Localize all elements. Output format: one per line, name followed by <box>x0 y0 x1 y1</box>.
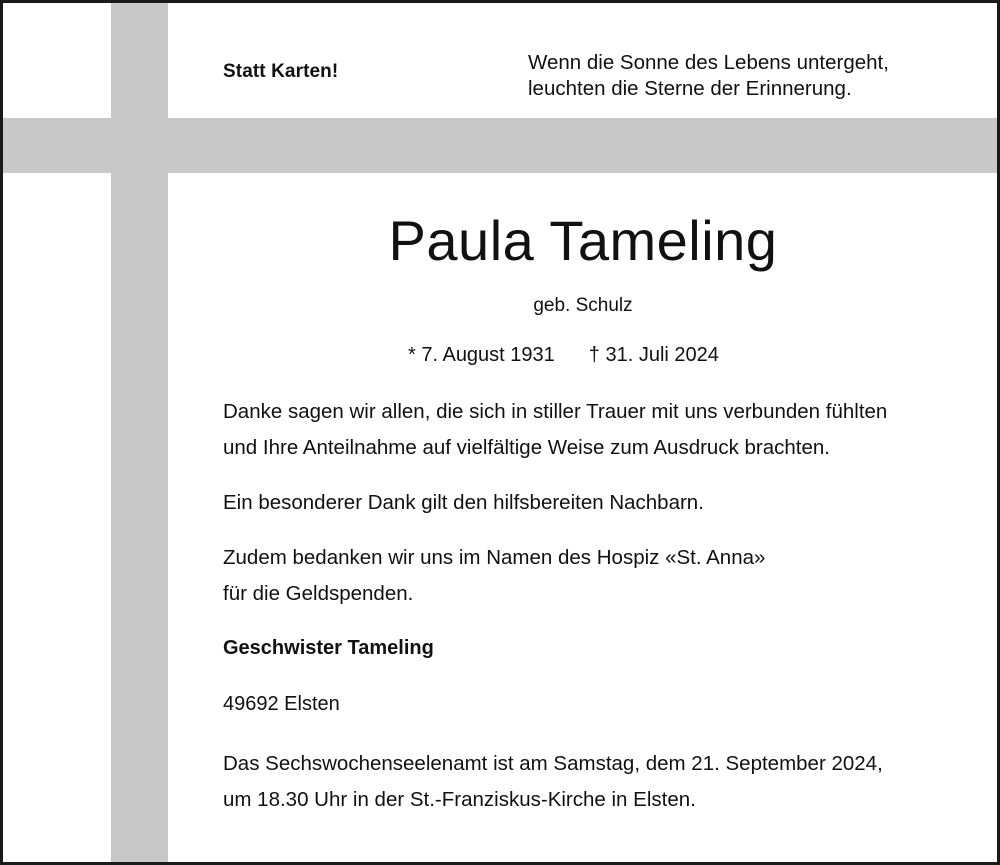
neighbors-line: Ein besonderer Dank gilt den hilfsbereiten Nachbarn. <box>223 491 704 514</box>
thanks-paragraph <box>223 394 887 466</box>
death-date: † 31. Juli 2024 <box>588 344 719 366</box>
thanks-line-2: und Ihre Anteilnahme auf vielfältige Weise zum Ausdruck brachten. <box>223 436 830 459</box>
hospice-paragraph <box>223 540 765 612</box>
place-line: 49692 Elsten <box>223 693 340 715</box>
statt-karten-label: Statt Karten! <box>223 61 339 82</box>
family-signature: Geschwister Tameling <box>223 637 434 659</box>
service-line-2: um 18.30 Uhr in der St.-Franziskus-Kirche in Elsten. <box>223 788 696 811</box>
life-dates <box>408 344 719 367</box>
thanks-line-1: Danke sagen wir allen, die sich in stiller Trauer mit uns verbunden fühlten <box>223 400 888 423</box>
service-line-1: Das Sechswochenseelenamt ist am Samstag, dem 21. September 2024, <box>223 752 883 775</box>
motto-line-1: Wenn die Sonne des Lebens untergeht, <box>528 51 889 74</box>
hospice-line-2: für die Geldspenden. <box>223 582 414 605</box>
neighbors-paragraph <box>223 485 704 521</box>
maiden-name: geb. Schulz <box>533 295 633 316</box>
deceased-name: Paula Tameling <box>388 209 778 272</box>
hospice-line-1: Zudem bedanken wir uns im Namen des Hospiz «St. Anna» <box>223 546 766 569</box>
motto-quote <box>528 50 889 102</box>
service-paragraph <box>223 746 883 818</box>
motto-line-2: leuchten die Sterne der Erinnerung. <box>528 77 852 100</box>
birth-date: * 7. August 1931 <box>408 344 555 366</box>
cross-horizontal-bar <box>3 118 1000 173</box>
